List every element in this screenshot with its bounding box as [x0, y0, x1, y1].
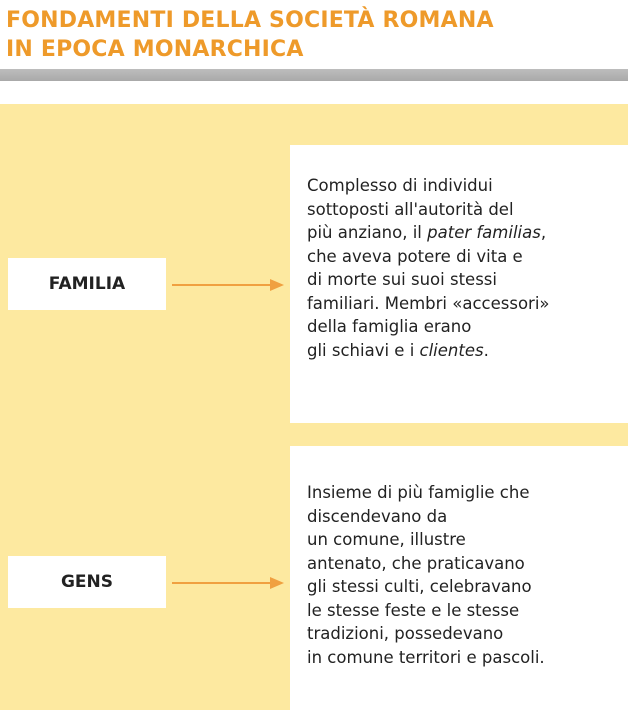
familia-desc-line-1: Complesso di individui: [307, 176, 493, 195]
header: [0, 0, 628, 80]
gens-desc-line-7: tradizioni, possedevano: [307, 624, 504, 643]
gens-desc-line-8: in comune territori e pascoli.: [307, 647, 545, 667]
gens-desc-line-2: discendevano da: [307, 506, 448, 526]
gens-desc-line-4: antenato, che praticavano: [307, 553, 525, 573]
gens-desc-line-5: gli stessi culti, celebravano: [307, 577, 532, 596]
gens-desc-line-1: Insieme di più famiglie che: [307, 483, 530, 502]
familia-desc-line-4: che aveva potere di vita e: [307, 246, 523, 266]
term-label-familia: FAMILIA: [48, 274, 126, 294]
description-box-familia: [290, 145, 628, 423]
familia-desc-line-6: familiari. Membri «accessori»: [307, 293, 550, 313]
term-label-gens: GENS: [60, 572, 114, 592]
familia-desc-line-5: di morte sui suoi stessi: [307, 270, 497, 289]
title-line-2: IN EPOCA MONARCHICA: [6, 37, 304, 62]
arrow-gens-icon: [172, 573, 286, 593]
arrow-familia-icon: [172, 275, 286, 295]
description-box-gens: [290, 446, 628, 710]
familia-desc-line-7: della famiglia erano: [307, 317, 472, 336]
term-box-gens: [8, 556, 166, 608]
title-line-1: FONDAMENTI DELLA SOCIETÀ ROMANA: [6, 8, 494, 33]
header-rule: [0, 69, 628, 81]
term-box-familia: [8, 258, 166, 310]
gens-desc-line-3: un comune, illustre: [307, 530, 466, 549]
familia-desc-line-2: sottoposti all'autorità del: [307, 199, 514, 219]
familia-desc-line-3: più anziano, il pater familias,: [307, 223, 547, 242]
gens-desc-line-6: le stesse feste e le stesse: [307, 600, 520, 620]
page-title: [6, 6, 494, 64]
familia-desc-line-8: gli schiavi e i clientes.: [307, 340, 489, 360]
